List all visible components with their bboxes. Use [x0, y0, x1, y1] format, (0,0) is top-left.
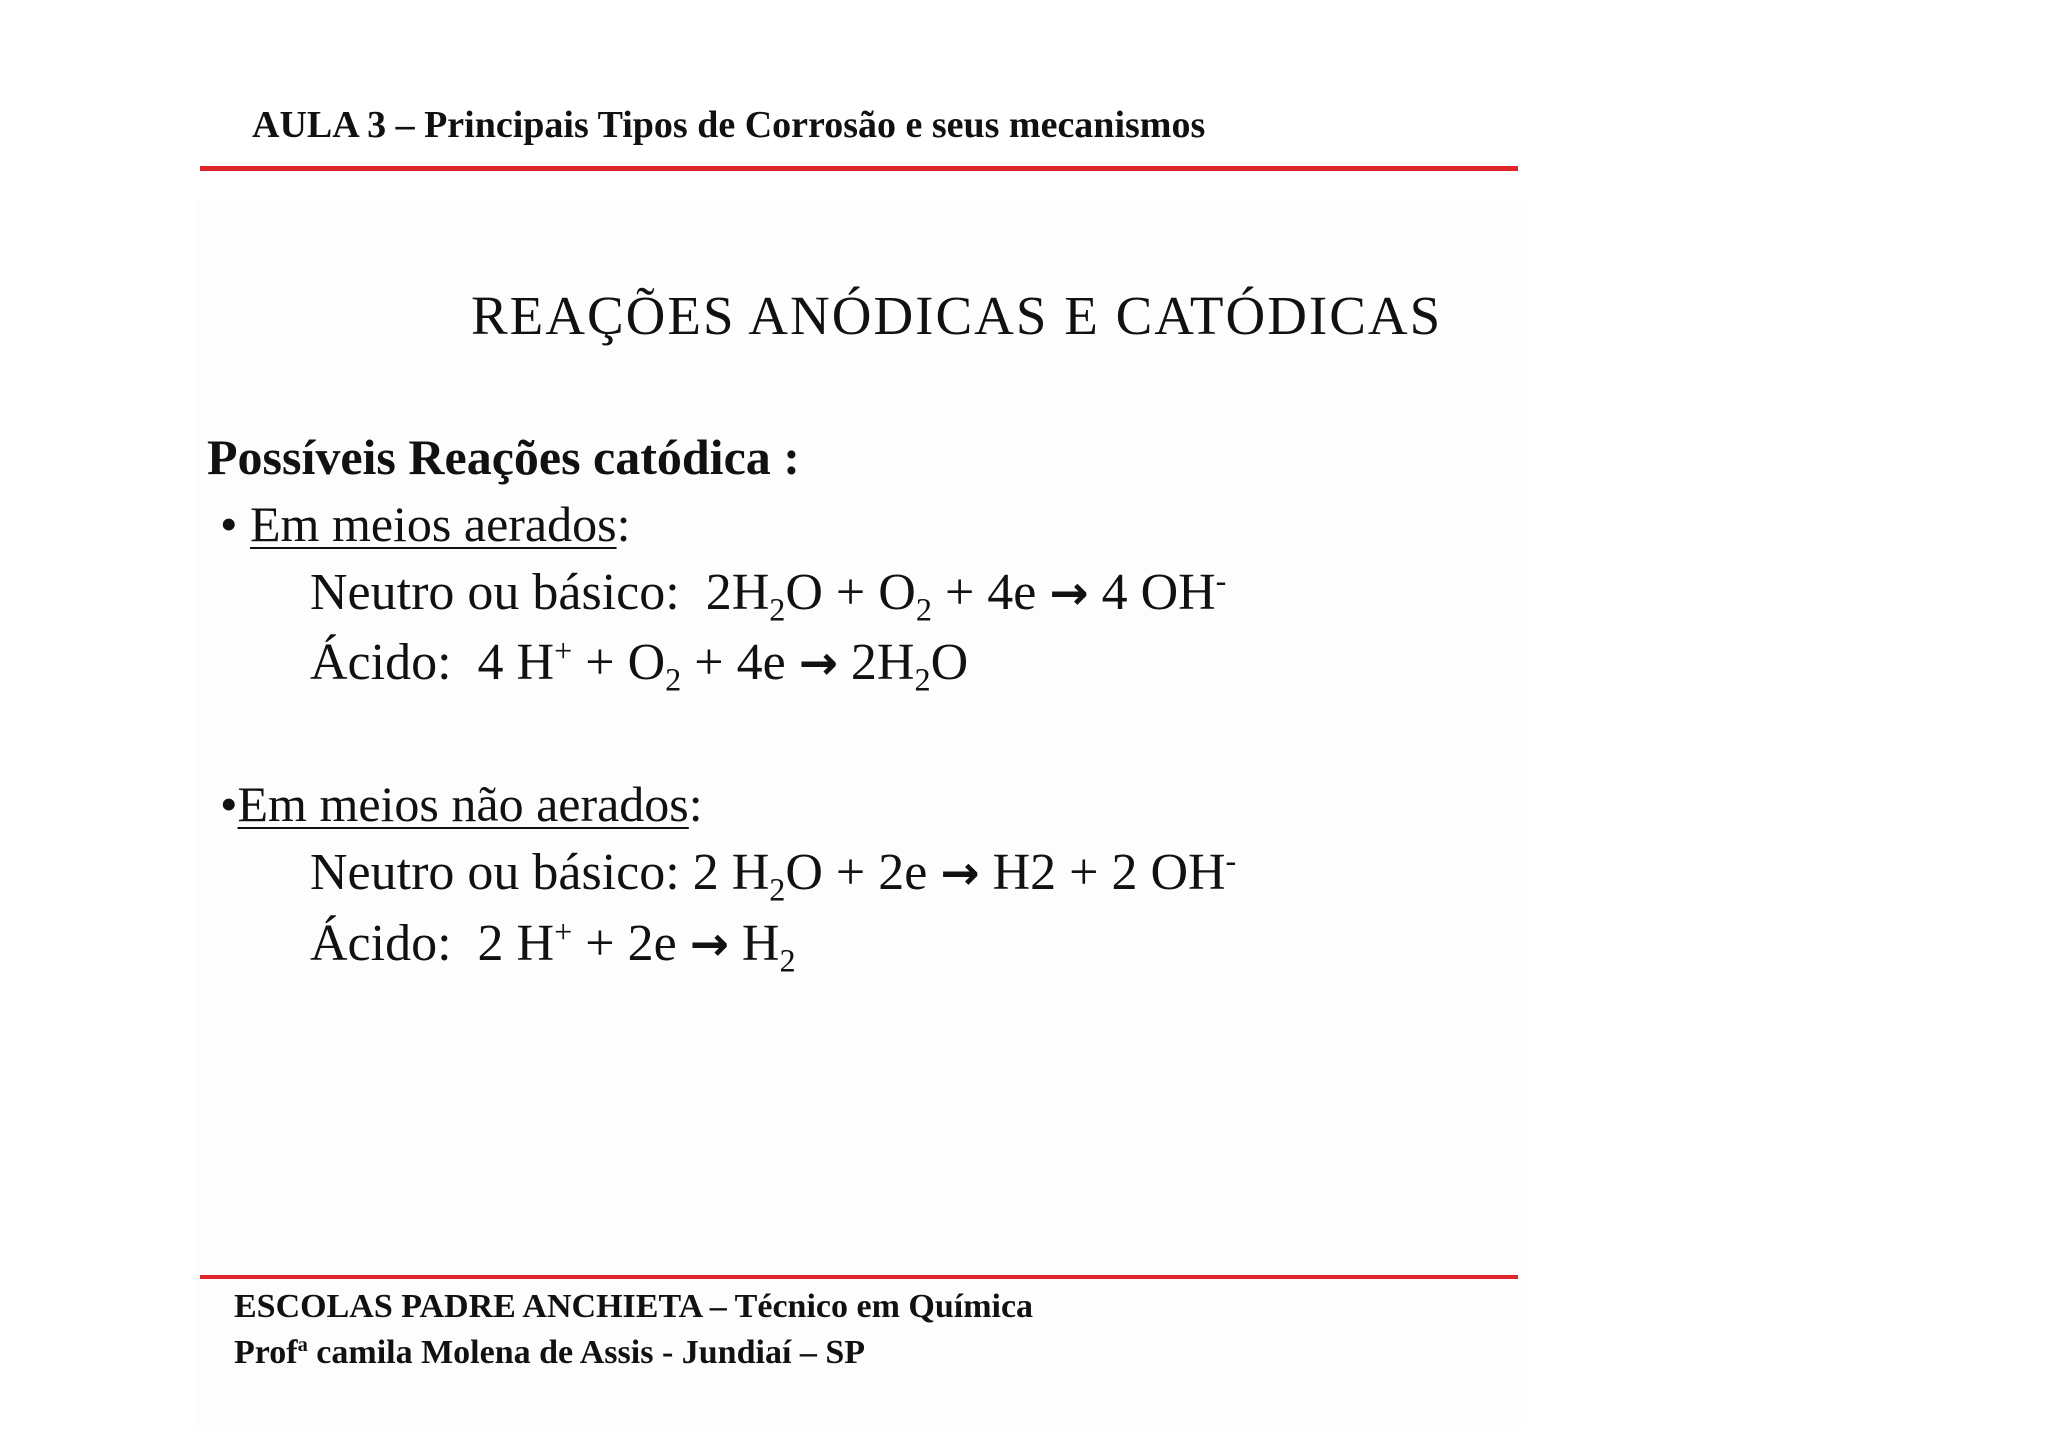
bullet-non-aerated-media: [220, 776, 703, 832]
equation-medium: Neutro ou básico:: [310, 844, 680, 901]
equation-rhs: $2H_2O$: [850, 634, 969, 698]
equation-medium: Neutro ou básico:: [310, 564, 680, 621]
equation-medium: Ácido:: [310, 634, 452, 691]
equation-non-aerated-acid: [310, 913, 796, 979]
footer-school: ESCOLAS PADRE ANCHIETA – Técnico em Química: [234, 1288, 1034, 1325]
reaction-arrow-icon: →: [798, 637, 838, 691]
bullet-marker: •: [220, 496, 238, 552]
header-divider: [200, 166, 1518, 171]
reaction-arrow-icon: →: [940, 847, 980, 901]
lesson-header-title: AULA 3 – Principais Tipos de Corrosão e seus mecanismos: [252, 104, 1206, 146]
equation-lhs: 2 $H_2O + 2e$: [692, 844, 928, 908]
reaction-arrow-icon: →: [1049, 567, 1089, 621]
equation-aerated-acid: [310, 632, 969, 698]
bullet-label: Em meios aerados: [250, 496, 617, 552]
bullet-aerated-media: [220, 496, 631, 552]
equation-non-aerated-neutral: [310, 842, 1237, 908]
equation-lhs: 2 H+ + 2e: [477, 913, 677, 972]
section-subtitle: Possíveis Reações catódica :: [207, 429, 800, 485]
bullet-colon: :: [616, 496, 631, 552]
reaction-arrow-icon: →: [689, 918, 729, 972]
equation-aerated-neutral: [310, 562, 1227, 628]
equation-rhs: $H_2$: [741, 915, 796, 979]
equation-rhs: H2 + 2 OH-: [992, 842, 1237, 901]
equation-medium: Ácido:: [310, 915, 452, 972]
bullet-marker: •: [220, 776, 238, 832]
equation-lhs: 4 $H^+ + O_2 + 4e$: [477, 632, 786, 698]
footer-divider: [200, 1275, 1518, 1279]
equation-rhs: 4 OH-: [1101, 562, 1227, 621]
footer-teacher: Prof$^a$ camila Molena de Assis - Jundiaí – SP: [234, 1333, 866, 1371]
slide-title: REAÇÕES ANÓDICAS E CATÓDICAS: [471, 285, 1443, 346]
bullet-label: Em meios não aerados: [237, 776, 689, 832]
bullet-colon: :: [688, 776, 703, 832]
equation-lhs: $2H_2O + O_2 + 4e$: [705, 564, 1037, 628]
